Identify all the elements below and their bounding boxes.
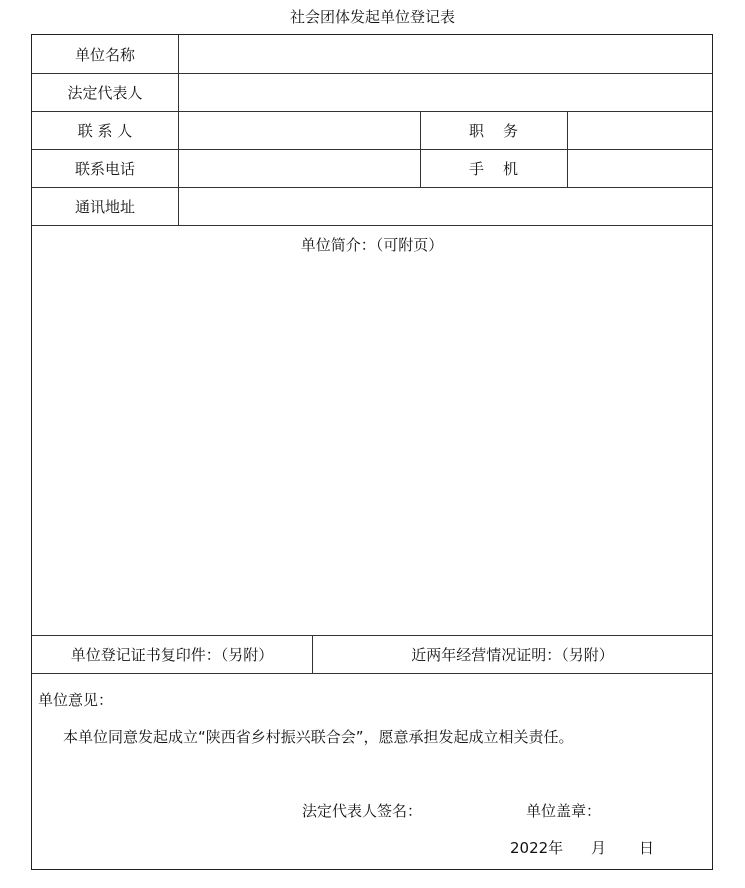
certificate-copy-label: 单位登记证书复印件：（另附） [70, 645, 274, 664]
phone-label: 联系电话 [74, 159, 135, 178]
form-title: 社会团体发起单位登记表 [289, 8, 455, 26]
registration-form [31, 34, 713, 870]
contact-field[interactable] [179, 111, 420, 149]
row-divider [32, 225, 712, 226]
contact-label: 联 系 人 [77, 121, 133, 140]
signature-label: 法定代表人签名： [302, 802, 423, 820]
unit-name-label: 单位名称 [74, 45, 135, 64]
legal-rep-field[interactable] [179, 73, 712, 111]
seal-label: 单位盖章： [526, 802, 602, 820]
date-month: 月 [591, 839, 607, 857]
mobile-label: 手 机 [468, 159, 519, 178]
date-day: 日 [639, 839, 655, 857]
phone-field[interactable] [179, 149, 420, 187]
position-field[interactable] [568, 111, 712, 149]
operation-proof-label: 近两年经营情况证明：（另附） [411, 645, 614, 664]
intro-label: 单位简介：（可附页） [300, 236, 444, 254]
opinion-label: 单位意见： [38, 691, 114, 709]
address-label: 通讯地址 [74, 197, 135, 216]
intro-area[interactable] [32, 261, 712, 633]
position-label: 职 务 [468, 121, 519, 140]
opinion-statement: 本单位同意发起成立“陕西省乡村振兴联合会”，愿意承担发起成立相关责任。 [63, 728, 574, 746]
date-year: 2022年 [510, 839, 564, 857]
row-divider [32, 673, 712, 674]
legal-rep-label: 法定代表人 [67, 83, 143, 102]
address-field[interactable] [179, 187, 712, 225]
unit-name-field[interactable] [179, 35, 712, 73]
mobile-field[interactable] [568, 149, 712, 187]
